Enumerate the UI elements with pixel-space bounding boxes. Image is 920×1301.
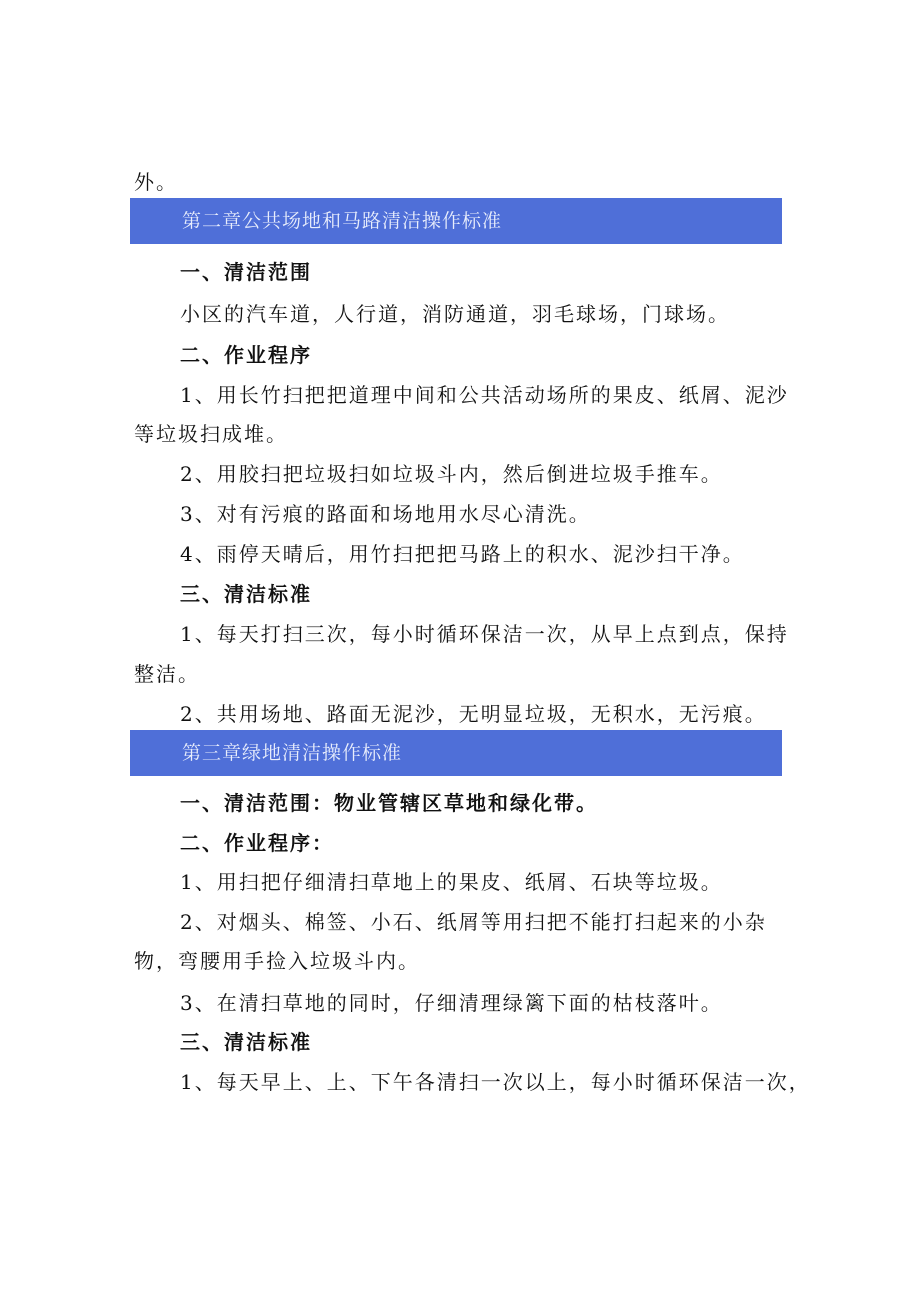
text-line: 2、对烟头、棉签、小石、纸屑等用扫把不能打扫起来的小杂 — [180, 910, 767, 934]
text-line: 物，弯腰用手捡入垃圾斗内。 — [134, 949, 420, 973]
text-line: 等垃圾扫成堆。 — [134, 422, 288, 446]
text-line: 3、在清扫草地的同时，仔细清理绿篱下面的枯枝落叶。 — [180, 991, 723, 1015]
section-heading: 二、作业程序 — [180, 343, 312, 367]
text-line: 1、用长竹扫把把道理中间和公共活动场所的果皮、纸屑、泥沙 — [180, 383, 789, 407]
text-line: 1、每天早上、上、下午各清扫一次以上，每小时循环保洁一次， — [180, 1070, 811, 1094]
section-heading: 一、清洁范围 — [180, 260, 312, 284]
text-line: 4、雨停天晴后，用竹扫把把马路上的积水、泥沙扫干净。 — [180, 542, 745, 566]
text-line: 外。 — [134, 170, 178, 194]
chapter-heading: 第二章公共场地和马路清洁操作标准 — [182, 210, 503, 232]
chapter-heading-band — [130, 198, 782, 244]
text-line: 小区的汽车道，人行道，消防通道，羽毛球场，门球场。 — [180, 302, 730, 326]
text-line: 2、用胶扫把垃圾扫如垃圾斗内，然后倒进垃圾手推车。 — [180, 462, 723, 486]
section-heading: 二、作业程序： — [180, 831, 334, 855]
text-line: 1、每天打扫三次，每小时循环保洁一次，从早上点到点，保持 — [180, 622, 789, 646]
section-heading: 一、清洁范围：物业管辖区草地和绿化带。 — [180, 791, 598, 815]
text-line: 1、用扫把仔细清扫草地上的果皮、纸屑、石块等垃圾。 — [180, 870, 723, 894]
text-line: 整洁。 — [134, 662, 200, 686]
section-heading: 三、清洁标准 — [180, 582, 312, 606]
section-heading: 三、清洁标准 — [180, 1030, 312, 1054]
text-line: 3、对有污痕的路面和场地用水尽心清洗。 — [180, 502, 591, 526]
text-line: 2、共用场地、路面无泥沙，无明显垃圾，无积水，无污痕。 — [180, 702, 767, 726]
chapter-heading-band — [130, 730, 782, 776]
chapter-heading: 第三章绿地清洁操作标准 — [182, 742, 403, 764]
